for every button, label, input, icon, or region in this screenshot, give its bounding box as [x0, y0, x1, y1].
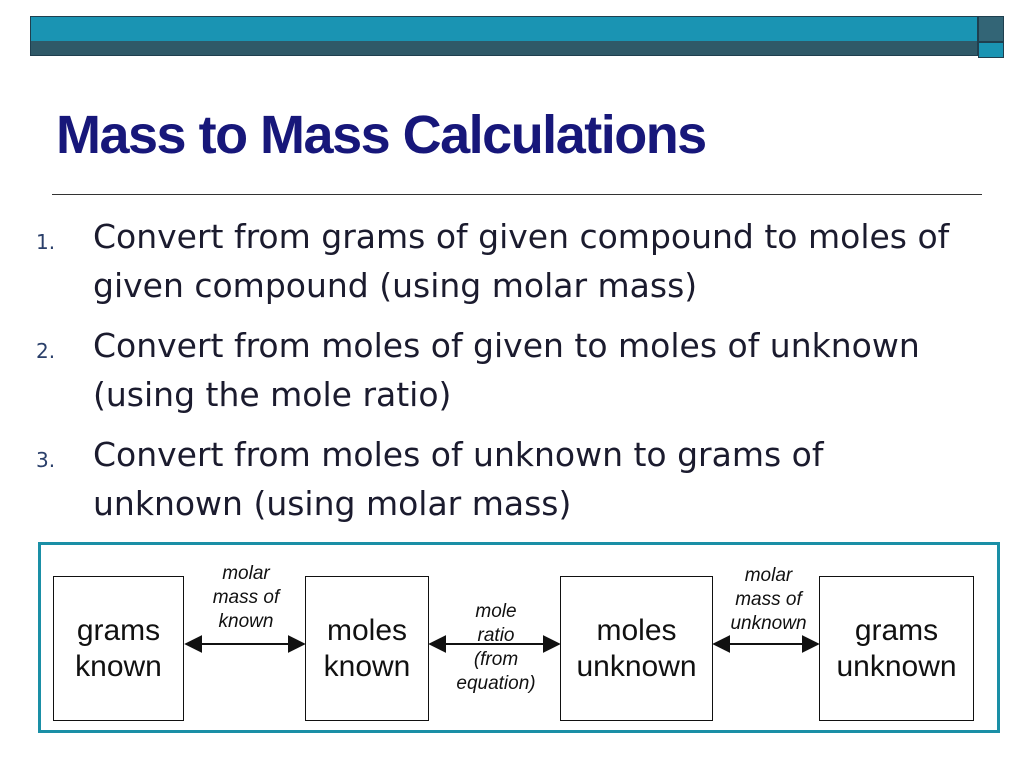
step-text-line: given compound (using molar mass) [93, 266, 698, 305]
step-text-line: Convert from grams of given compound to moles of [93, 217, 950, 256]
step-text [93, 212, 993, 310]
label-line: mole [475, 601, 517, 622]
label-line: ratio [477, 625, 515, 646]
label-line: known [218, 611, 274, 632]
label-line: mass of [212, 587, 280, 608]
label-line: unknown [730, 613, 807, 634]
top-corner-square-lower [978, 42, 1004, 58]
step-text-line: Convert from moles of given to moles of unknown [93, 326, 920, 365]
slide-title: Mass to Mass Calculations [56, 105, 706, 165]
box-grams-known [53, 576, 184, 721]
box-line: known [323, 649, 411, 683]
step-number: 2. [36, 339, 56, 363]
label-line: mass of [735, 589, 802, 610]
step-number: 1. [36, 230, 56, 254]
label-molar-mass-of-unknown [716, 564, 821, 636]
step-text-line: unknown (using molar mass) [93, 484, 572, 523]
step-text-line: Convert from moles of unknown to grams of [93, 435, 824, 474]
top-bar-lower-stripe [31, 41, 977, 55]
box-line: grams [854, 613, 939, 647]
label-line: molar [222, 563, 270, 584]
box-line: known [75, 649, 162, 683]
box-line: unknown [836, 649, 957, 683]
box-line: unknown [576, 649, 697, 683]
label-mole-ratio [441, 600, 551, 696]
box-moles-unknown [560, 576, 713, 721]
box-grams-unknown [819, 576, 974, 721]
box-line: grams [76, 613, 161, 647]
box-line: moles [596, 613, 677, 647]
step-text [93, 321, 993, 419]
top-decorative-bar [30, 16, 978, 56]
step-number: 3. [36, 448, 56, 472]
step-text [93, 430, 993, 528]
top-corner-square-upper [978, 16, 1004, 42]
box-line: moles [326, 613, 408, 647]
label-line: equation) [456, 673, 536, 694]
step-text-line: (using the mole ratio) [93, 375, 452, 414]
label-line: (from [473, 649, 519, 670]
label-line: molar [744, 565, 793, 586]
conversion-diagram [38, 542, 1000, 733]
top-bar-upper-stripe [31, 17, 977, 41]
box-moles-known [305, 576, 429, 721]
title-divider [52, 194, 982, 195]
label-molar-mass-of-known [191, 562, 301, 634]
